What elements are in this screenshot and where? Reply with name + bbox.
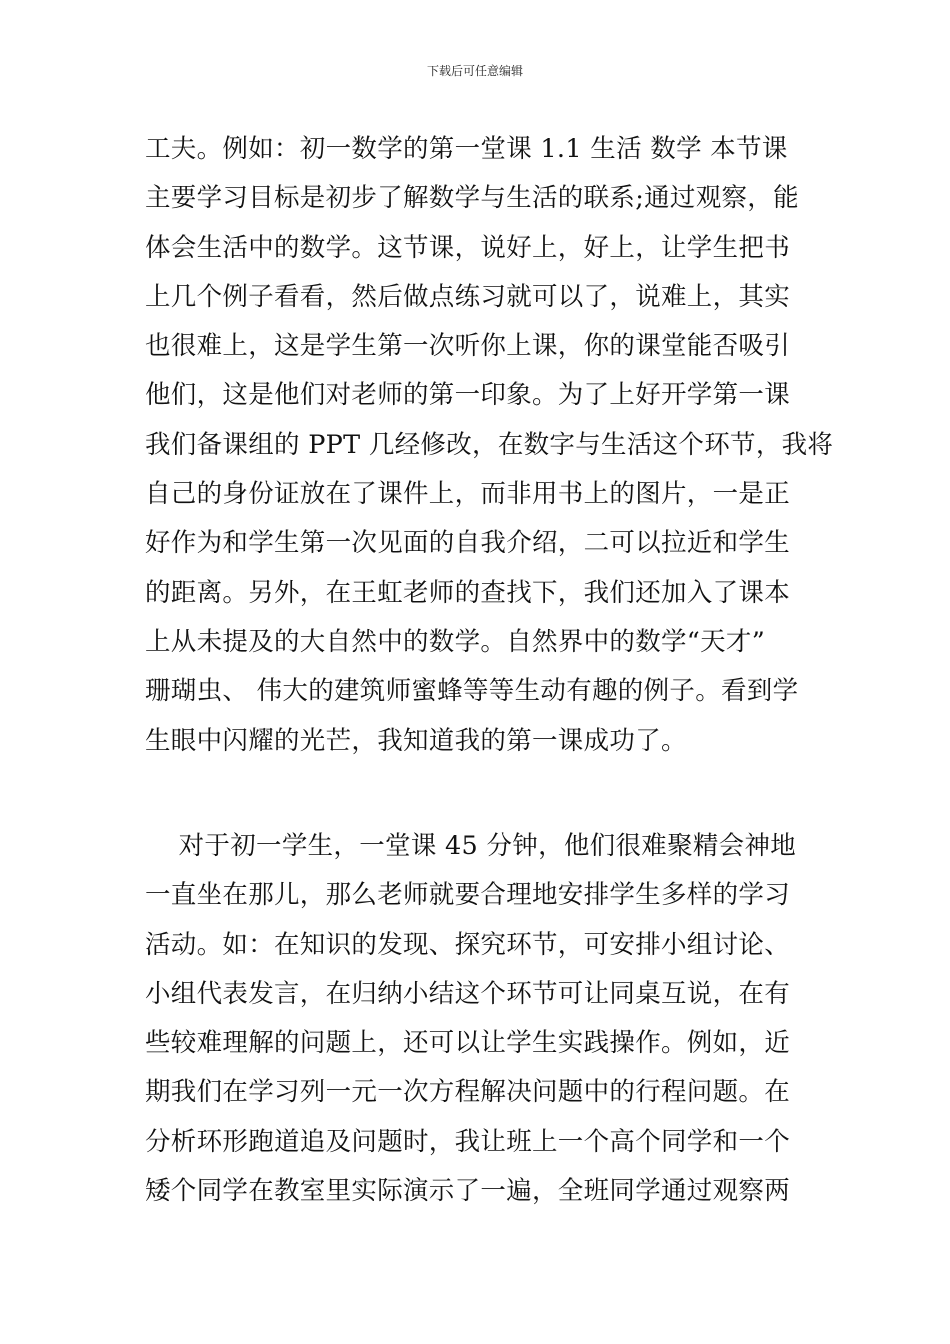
text-line: 小组代表发言，在归纳小结这个环节可让同桌互说，在有 (145, 978, 791, 1009)
text-line: 分析环形跑道追及问题时，我让班上一个高个同学和一个 (145, 1126, 791, 1157)
text-line: 他们，这是他们对老师的第一印象。为了上好开学第一课 (145, 380, 791, 411)
text-line: 活动。如：在知识的发现、探究环节，可安排小组讨论、 (145, 929, 791, 960)
text-line: 好作为和学生第一次见面的自我介绍，二可以拉近和学生 (145, 528, 791, 559)
text-line: 上几个例子看看，然后做点练习就可以了，说难上，其实 (145, 281, 791, 312)
text-line: 工夫。例如：初一数学的第一堂课 1.1 生活 数学 本节课 (145, 134, 788, 164)
text-line: 生眼中闪耀的光芒，我知道我的第一课成功了。 (145, 725, 687, 756)
text-line: 我们备课组的 PPT 几经修改，在数字与生活这个环节，我将 (145, 429, 834, 460)
text-line: 期我们在学习列一元一次方程解决问题中的行程问题。在 (145, 1077, 791, 1108)
text-line: 对于初一学生，一堂课 45 分钟，他们很难聚精会神地 (145, 831, 797, 861)
text-line: 也很难上，这是学生第一次听你上课，你的课堂能否吸引 (145, 331, 791, 362)
text-line: 主要学习目标是初步了解数学与生活的联系;通过观察，能 (145, 183, 799, 214)
text-line: 些较难理解的问题上，还可以让学生实践操作。例如，近 (145, 1028, 791, 1059)
text-line: 上从未提及的大自然中的数学。自然界中的数学“天才” (145, 626, 766, 657)
text-line: 矮个同学在教室里实际演示了一遍，全班同学通过观察两 (145, 1176, 791, 1207)
text-line: 珊瑚虫、 伟大的建筑师蜜蜂等等生动有趣的例子。看到学 (145, 676, 799, 707)
paragraph-2 (145, 822, 810, 1216)
text-line: 一直坐在那儿，那么老师就要合理地安排学生多样的学习 (145, 880, 791, 911)
page-header: 下载后可任意编辑 (426, 64, 523, 78)
text-line: 体会生活中的数学。这节课，说好上，好上，让学生把书 (145, 232, 791, 263)
paragraph-1 (145, 125, 834, 766)
text-line: 自己的身份证放在了课件上，而非用书上的图片，一是正 (145, 479, 791, 510)
text-line: 的距离。另外，在王虹老师的查找下，我们还加入了课本 (145, 577, 791, 608)
